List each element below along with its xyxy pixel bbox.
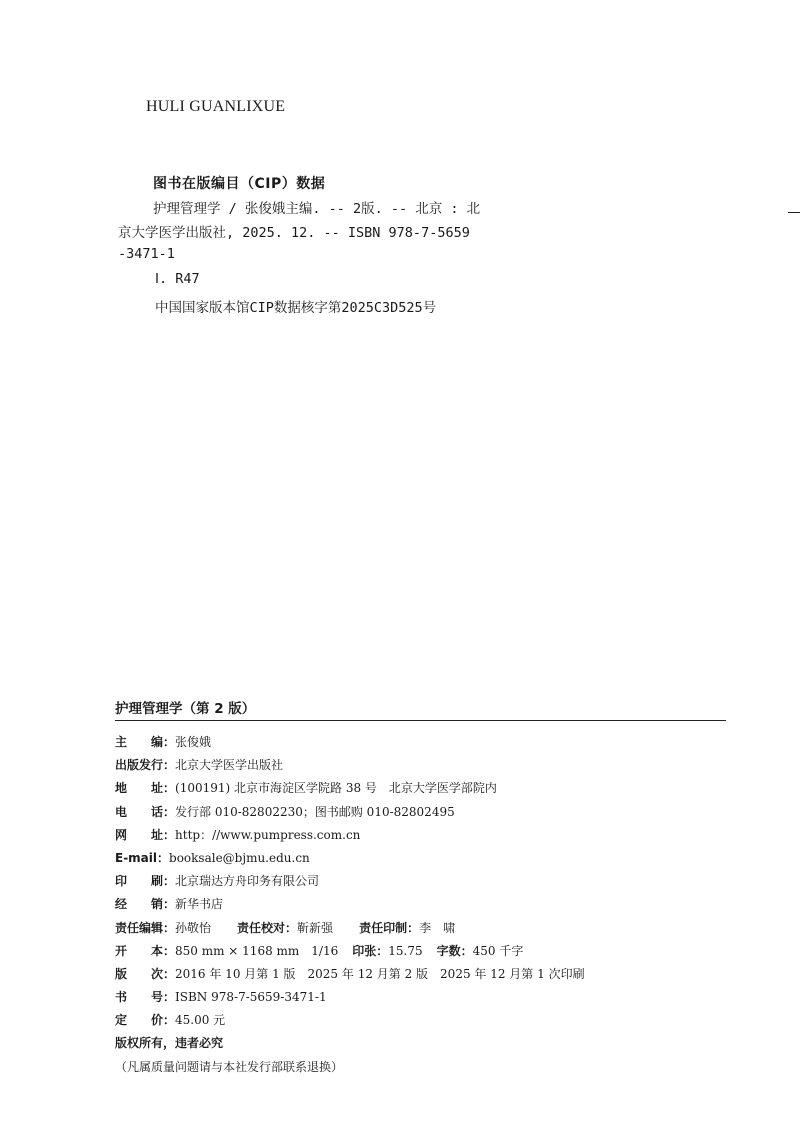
proofreader-value: 靳新强 <box>297 920 334 935</box>
distributor-label: 经 销： <box>115 897 176 912</box>
publisher-value: 北京大学医学出版社 <box>175 758 284 773</box>
distributor-value: 新华书店 <box>175 897 224 912</box>
email-value: booksale@bjmu.edu.cn <box>169 850 310 865</box>
responsible-editor-label: 责任编辑： <box>115 920 176 935</box>
print-supervisor-label: 责任印制： <box>359 920 420 935</box>
imprint-isbn <box>115 986 726 1009</box>
copyright-block <box>115 699 726 1079</box>
cip-classification: Ⅰ. R47 <box>155 271 200 287</box>
cip-record-number: 中国国家版本馆CIP数据核字第2025C3D525号 <box>155 300 437 316</box>
format-label: 开 本： <box>115 943 176 958</box>
editor-label: 主 编： <box>115 735 176 749</box>
word-count-label: 字数： <box>436 943 473 958</box>
price-label: 定 价： <box>115 1013 176 1028</box>
imprint-editing-staff <box>115 917 726 940</box>
imprint-list <box>115 731 726 1079</box>
imprint-email <box>115 847 726 870</box>
print-supervisor-value: 李 啸 <box>419 920 456 935</box>
book-title: 护理管理学（第 2 版） <box>115 699 726 721</box>
format-value: 850 mm × 1168 mm 1/16 <box>175 943 339 958</box>
website-label: 网 址： <box>115 827 176 842</box>
phone-label: 电 话： <box>115 804 176 819</box>
imprint-price <box>115 1009 726 1032</box>
isbn-value: ISBN 978-7-5659-3471-1 <box>175 990 327 1005</box>
cip-line-3: -3471-1 <box>118 246 175 262</box>
website-value: http：//www.pumpress.com.cn <box>175 827 361 842</box>
price-value: 45.00 元 <box>175 1013 226 1028</box>
imprint-format <box>115 940 726 963</box>
word-count-value: 450 千字 <box>472 943 524 958</box>
crop-mark <box>788 212 800 213</box>
cip-line-2: 京大学医学出版社, 2025. 12. -- ISBN 978-7-5659 <box>118 225 470 241</box>
cip-heading: 图书在版编目（CIP）数据 <box>153 176 326 192</box>
responsible-editor-value: 孙敬怡 <box>175 920 212 935</box>
printer-label: 印 刷： <box>115 874 176 889</box>
address-value: (100191) 北京市海淀区学院路 38 号 北京大学医学部院内 <box>175 781 497 796</box>
sheets-value: 15.75 <box>388 943 423 958</box>
imprint-distributor <box>115 893 726 916</box>
phone-value: 发行部 010-82802230；图书邮购 010-82802495 <box>175 804 455 819</box>
publisher-label: 出版发行： <box>115 758 176 773</box>
edition-label: 版 次： <box>115 966 176 981</box>
printer-value: 北京瑞达方舟印务有限公司 <box>175 874 320 889</box>
sheets-label: 印张： <box>352 943 389 958</box>
imprint-phone <box>115 801 726 824</box>
imprint-printer <box>115 870 726 893</box>
imprint-publisher <box>115 754 726 777</box>
address-label: 地 址： <box>115 781 176 796</box>
return-policy-note: （凡属质量问题请与本社发行部联系退换） <box>115 1059 344 1074</box>
email-label: E-mail： <box>115 850 170 865</box>
isbn-label: 书 号： <box>115 990 176 1005</box>
imprint-address <box>115 777 726 800</box>
pinyin-title: HULI GUANLIXUE <box>146 98 286 115</box>
imprint-edition <box>115 963 726 986</box>
imprint-website <box>115 824 726 847</box>
copyright-statement: 版权所有，违者必究 <box>115 1036 224 1051</box>
edition-value: 2016 年 10 月第 1 版 2025 年 12 月第 2 版 2025 年 12 月第 1 次印刷 <box>175 966 585 981</box>
editor-value: 张俊娥 <box>175 735 212 749</box>
imprint-editor <box>115 731 726 754</box>
proofreader-label: 责任校对： <box>237 920 298 935</box>
cip-line-1: 护理管理学 / 张俊娥主编. -- 2版. -- 北京 : 北 <box>153 201 481 217</box>
